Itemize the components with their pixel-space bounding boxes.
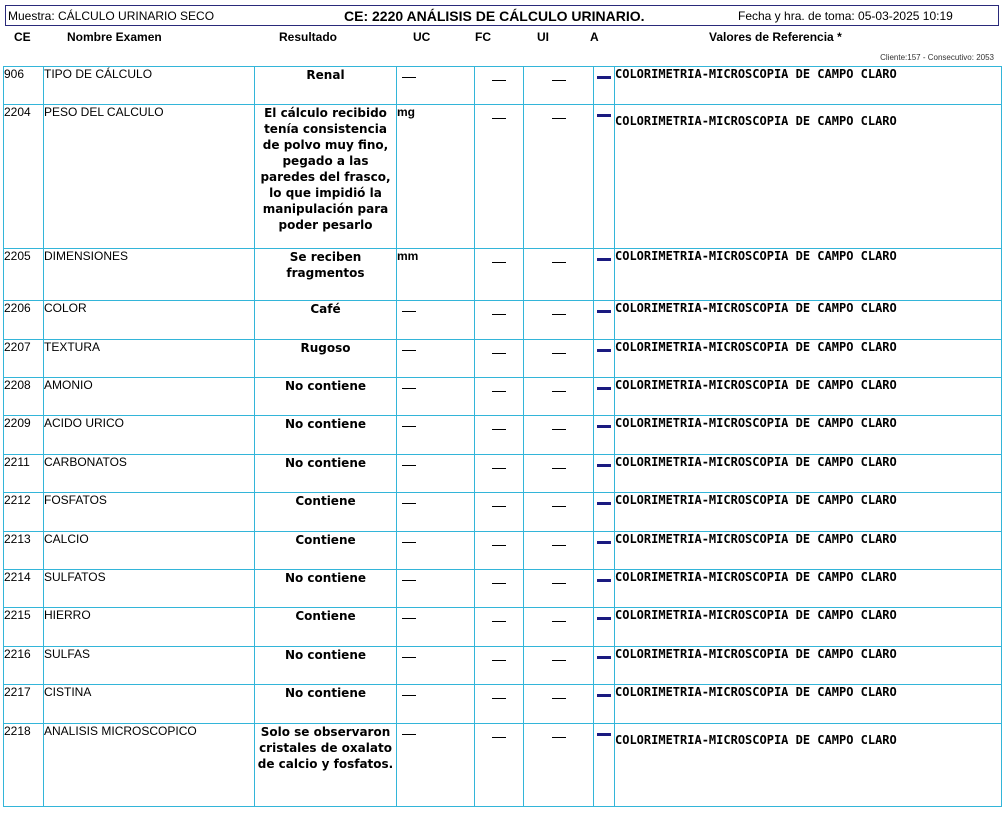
reference-value: COLORIMETRIA-MICROSCOPIA DE CAMPO CLARO	[615, 378, 1002, 416]
sample-label: Muestra: CÁLCULO URINARIO SECO	[8, 9, 215, 23]
result-value: No contiene	[255, 378, 397, 416]
reference-value: COLORIMETRIA-MICROSCOPIA DE CAMPO CLARO	[615, 724, 1002, 807]
a-cell	[594, 416, 615, 455]
exam-name: ACIDO URICO	[44, 416, 255, 455]
exam-name: DIMENSIONES	[44, 249, 255, 301]
exam-name: TEXTURA	[44, 340, 255, 378]
empty-dash	[402, 734, 416, 735]
ce-code: 2205	[4, 249, 44, 301]
table-row	[4, 724, 1002, 807]
exam-name: FOSFATOS	[44, 493, 255, 532]
flag-bar-icon	[597, 502, 611, 505]
empty-dash	[552, 621, 566, 622]
fc-cell	[475, 532, 524, 570]
ui-cell	[524, 105, 594, 249]
ui-cell	[524, 249, 594, 301]
reference-value: COLORIMETRIA-MICROSCOPIA DE CAMPO CLARO	[615, 570, 1002, 608]
fc-cell	[475, 647, 524, 685]
ce-code: 2204	[4, 105, 44, 249]
ce-code: 2215	[4, 608, 44, 647]
ui-cell	[524, 647, 594, 685]
ui-cell	[524, 493, 594, 532]
reference-value: COLORIMETRIA-MICROSCOPIA DE CAMPO CLARO	[615, 416, 1002, 455]
empty-dash	[402, 311, 416, 312]
exam-name: PESO DEL CALCULO	[44, 105, 255, 249]
table-row	[4, 493, 1002, 532]
ui-cell	[524, 301, 594, 340]
empty-dash	[492, 314, 506, 315]
flag-bar-icon	[597, 310, 611, 313]
empty-dash	[492, 737, 506, 738]
uc-cell	[397, 608, 475, 647]
a-cell	[594, 455, 615, 493]
exam-name: CARBONATOS	[44, 455, 255, 493]
a-cell	[594, 67, 615, 105]
ce-code: 2213	[4, 532, 44, 570]
flag-bar-icon	[597, 114, 611, 117]
empty-dash	[492, 118, 506, 119]
ce-code: 2207	[4, 340, 44, 378]
empty-dash	[492, 660, 506, 661]
fc-cell	[475, 378, 524, 416]
fc-cell	[475, 67, 524, 105]
uc-cell	[397, 378, 475, 416]
flag-bar-icon	[597, 349, 611, 352]
table-row	[4, 249, 1002, 301]
fc-cell	[475, 301, 524, 340]
result-value: No contiene	[255, 685, 397, 724]
empty-dash	[492, 545, 506, 546]
flag-bar-icon	[597, 387, 611, 390]
ce-code: 2217	[4, 685, 44, 724]
a-cell	[594, 608, 615, 647]
ce-code: 2214	[4, 570, 44, 608]
table-row	[4, 608, 1002, 647]
report-header	[5, 5, 999, 26]
table-row	[4, 67, 1002, 105]
result-value: Contiene	[255, 608, 397, 647]
fc-cell	[475, 724, 524, 807]
reference-value: COLORIMETRIA-MICROSCOPIA DE CAMPO CLARO	[615, 249, 1002, 301]
fc-cell	[475, 493, 524, 532]
exam-name: SULFAS	[44, 647, 255, 685]
empty-dash	[402, 542, 416, 543]
table-row	[4, 416, 1002, 455]
uc-cell	[397, 532, 475, 570]
result-value: No contiene	[255, 570, 397, 608]
result-value: Solo se observaron cristales de oxalato de calcio y fosfatos.	[255, 724, 397, 807]
col-header-nombre: Nombre Examen	[67, 30, 162, 44]
empty-dash	[402, 350, 416, 351]
empty-dash	[492, 353, 506, 354]
client-consecutive: Cliente:157 - Consecutivo: 2053	[880, 53, 994, 62]
empty-dash	[552, 737, 566, 738]
uc-cell	[397, 493, 475, 532]
empty-dash	[402, 388, 416, 389]
empty-dash	[552, 583, 566, 584]
ui-cell	[524, 67, 594, 105]
empty-dash	[552, 118, 566, 119]
uc-cell	[397, 724, 475, 807]
empty-dash	[552, 660, 566, 661]
exam-name: COLOR	[44, 301, 255, 340]
a-cell	[594, 249, 615, 301]
ce-code: 2208	[4, 378, 44, 416]
exam-name: TIPO DE CÁLCULO	[44, 67, 255, 105]
result-value: Se reciben fragmentos	[255, 249, 397, 301]
report-title: CE: 2220 ANÁLISIS DE CÁLCULO URINARIO.	[344, 8, 645, 24]
uc-cell	[397, 455, 475, 493]
empty-dash	[552, 506, 566, 507]
a-cell	[594, 340, 615, 378]
result-value: Rugoso	[255, 340, 397, 378]
exam-name: ANALISIS MICROSCOPICO	[44, 724, 255, 807]
ui-cell	[524, 340, 594, 378]
results-table	[3, 66, 1002, 807]
fc-cell	[475, 570, 524, 608]
ui-cell	[524, 455, 594, 493]
sample-date: Fecha y hra. de toma: 05-03-2025 10:19	[738, 9, 953, 23]
uc-cell	[397, 685, 475, 724]
flag-bar-icon	[597, 76, 611, 79]
empty-dash	[552, 353, 566, 354]
empty-dash	[552, 468, 566, 469]
fc-cell	[475, 685, 524, 724]
col-header-resultado: Resultado	[279, 30, 338, 44]
uc-cell	[397, 570, 475, 608]
result-value: No contiene	[255, 647, 397, 685]
result-value: No contiene	[255, 416, 397, 455]
empty-dash	[402, 77, 416, 78]
uc-cell	[397, 340, 475, 378]
result-value: Contiene	[255, 532, 397, 570]
flag-bar-icon	[597, 579, 611, 582]
flag-bar-icon	[597, 258, 611, 261]
reference-value: COLORIMETRIA-MICROSCOPIA DE CAMPO CLARO	[615, 685, 1002, 724]
empty-dash	[552, 314, 566, 315]
empty-dash	[402, 580, 416, 581]
col-header-fc: FC	[475, 30, 491, 44]
exam-name: CISTINA	[44, 685, 255, 724]
a-cell	[594, 105, 615, 249]
empty-dash	[492, 262, 506, 263]
table-row	[4, 455, 1002, 493]
empty-dash	[492, 429, 506, 430]
empty-dash	[492, 468, 506, 469]
ce-code: 2211	[4, 455, 44, 493]
reference-value: COLORIMETRIA-MICROSCOPIA DE CAMPO CLARO	[615, 647, 1002, 685]
empty-dash	[402, 426, 416, 427]
empty-dash	[552, 262, 566, 263]
table-row	[4, 378, 1002, 416]
uc-cell: mm	[397, 249, 475, 301]
empty-dash	[402, 695, 416, 696]
ui-cell	[524, 570, 594, 608]
col-header-referencia: Valores de Referencia *	[709, 30, 842, 44]
reference-value: COLORIMETRIA-MICROSCOPIA DE CAMPO CLARO	[615, 67, 1002, 105]
ui-cell	[524, 532, 594, 570]
empty-dash	[402, 503, 416, 504]
flag-bar-icon	[597, 464, 611, 467]
result-value: El cálculo recibido tenía consistencia de polvo muy fino, pegado a las paredes del frasco, lo que impidió la manipulación para poder pesarlo	[255, 105, 397, 249]
fc-cell	[475, 455, 524, 493]
empty-dash	[552, 429, 566, 430]
ce-code: 2218	[4, 724, 44, 807]
empty-dash	[492, 391, 506, 392]
empty-dash	[552, 80, 566, 81]
ui-cell	[524, 685, 594, 724]
empty-dash	[492, 621, 506, 622]
reference-value: COLORIMETRIA-MICROSCOPIA DE CAMPO CLARO	[615, 608, 1002, 647]
uc-cell	[397, 647, 475, 685]
a-cell	[594, 685, 615, 724]
a-cell	[594, 570, 615, 608]
table-row	[4, 685, 1002, 724]
table-row	[4, 340, 1002, 378]
result-value: Renal	[255, 67, 397, 105]
exam-name: AMONIO	[44, 378, 255, 416]
a-cell	[594, 724, 615, 807]
fc-cell	[475, 249, 524, 301]
reference-value: COLORIMETRIA-MICROSCOPIA DE CAMPO CLARO	[615, 532, 1002, 570]
empty-dash	[552, 698, 566, 699]
ui-cell	[524, 608, 594, 647]
table-row	[4, 105, 1002, 249]
fc-cell	[475, 608, 524, 647]
ce-code: 2209	[4, 416, 44, 455]
empty-dash	[492, 80, 506, 81]
flag-bar-icon	[597, 541, 611, 544]
reference-value: COLORIMETRIA-MICROSCOPIA DE CAMPO CLARO	[615, 455, 1002, 493]
reference-value: COLORIMETRIA-MICROSCOPIA DE CAMPO CLARO	[615, 105, 1002, 249]
col-header-uc: UC	[413, 30, 431, 44]
exam-name: CALCIO	[44, 532, 255, 570]
table-row	[4, 647, 1002, 685]
a-cell	[594, 532, 615, 570]
a-cell	[594, 301, 615, 340]
col-header-ui: UI	[537, 30, 549, 44]
uc-cell	[397, 67, 475, 105]
ce-code: 906	[4, 67, 44, 105]
result-value: No contiene	[255, 455, 397, 493]
col-header-a: A	[590, 30, 599, 44]
flag-bar-icon	[597, 425, 611, 428]
empty-dash	[402, 657, 416, 658]
uc-cell	[397, 416, 475, 455]
result-value: Café	[255, 301, 397, 340]
flag-bar-icon	[597, 733, 611, 736]
fc-cell	[475, 416, 524, 455]
flag-bar-icon	[597, 656, 611, 659]
ce-code: 2212	[4, 493, 44, 532]
empty-dash	[552, 545, 566, 546]
result-value: Contiene	[255, 493, 397, 532]
flag-bar-icon	[597, 694, 611, 697]
table-row	[4, 570, 1002, 608]
ui-cell	[524, 378, 594, 416]
exam-name: HIERRO	[44, 608, 255, 647]
empty-dash	[492, 698, 506, 699]
uc-cell: mg	[397, 105, 475, 249]
empty-dash	[402, 465, 416, 466]
reference-value: COLORIMETRIA-MICROSCOPIA DE CAMPO CLARO	[615, 301, 1002, 340]
ce-code: 2206	[4, 301, 44, 340]
empty-dash	[492, 506, 506, 507]
ui-cell	[524, 416, 594, 455]
col-header-ce: CE	[14, 30, 31, 44]
fc-cell	[475, 105, 524, 249]
reference-value: COLORIMETRIA-MICROSCOPIA DE CAMPO CLARO	[615, 493, 1002, 532]
exam-name: SULFATOS	[44, 570, 255, 608]
empty-dash	[552, 391, 566, 392]
reference-value: COLORIMETRIA-MICROSCOPIA DE CAMPO CLARO	[615, 340, 1002, 378]
a-cell	[594, 378, 615, 416]
empty-dash	[402, 618, 416, 619]
ce-code: 2216	[4, 647, 44, 685]
fc-cell	[475, 340, 524, 378]
a-cell	[594, 493, 615, 532]
empty-dash	[492, 583, 506, 584]
table-row	[4, 301, 1002, 340]
table-row	[4, 532, 1002, 570]
uc-cell	[397, 301, 475, 340]
flag-bar-icon	[597, 617, 611, 620]
a-cell	[594, 647, 615, 685]
ui-cell	[524, 724, 594, 807]
